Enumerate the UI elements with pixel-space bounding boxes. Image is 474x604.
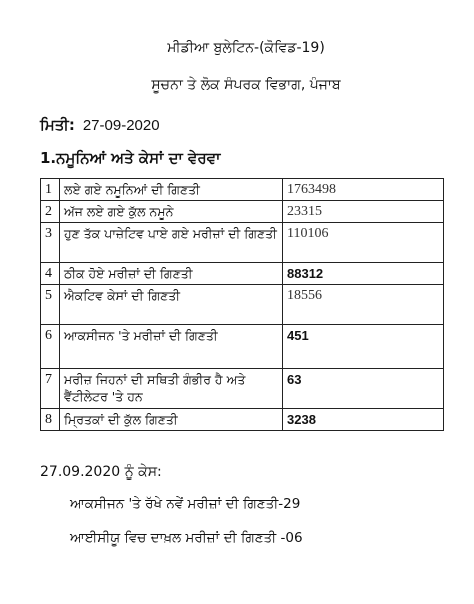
row-label: ਐਕਟਿਵ ਕੇਸਾਂ ਦੀ ਗਿਣਤੀ <box>60 285 283 325</box>
row-label: ਲਏ ਗਏ ਨਮੂਨਿਆਂ ਦੀ ਗਿਣਤੀ <box>60 179 283 201</box>
new-oxygen-patients: ਆਕਸੀਜਨ 'ਤੇ ਰੱਖੇ ਨਵੇਂ ਮਰੀਜ਼ਾਂ ਦੀ ਗਿਣਤੀ-29 <box>70 496 301 512</box>
row-label: ਠੀਕ ਹੋਏ ਮਰੀਜ਼ਾਂ ਦੀ ਗਿਣਤੀ <box>60 263 283 285</box>
table-row <box>41 325 444 369</box>
table-row <box>41 285 444 325</box>
row-number: 2 <box>41 201 60 223</box>
table-row <box>41 223 444 263</box>
row-value: 18556 <box>283 285 444 325</box>
row-number: 3 <box>41 223 60 263</box>
row-number: 1 <box>41 179 60 201</box>
row-number: 4 <box>41 263 60 285</box>
row-value: 1763498 <box>283 179 444 201</box>
footer-date-line: 27.09.2020 ਨੂੰ ਕੇਸ: <box>40 464 162 480</box>
row-value: 63 <box>283 369 444 409</box>
row-label: ਮ੍ਰਿਤਕਾਂ ਦੀ ਕੁੱਲ ਗਿਣਤੀ <box>60 409 283 431</box>
icu-admitted-patients: ਆਈਸੀਯੂ ਵਿਚ ਦਾਖ਼ਲ ਮਰੀਜ਼ਾਂ ਦੀ ਗਿਣਤੀ -06 <box>70 530 303 546</box>
row-number: 8 <box>41 409 60 431</box>
table-row <box>41 263 444 285</box>
row-value: 110106 <box>283 223 444 263</box>
row-label: ਅੱਜ ਲਏ ਗਏ ਕੁੱਲ ਨਮੂਨੇ <box>60 201 283 223</box>
row-value: 451 <box>283 325 444 369</box>
bulletin-title: ਮੀਡੀਆ ਬੁਲੇਟਿਨ-(ਕੋਵਿਡ-19) <box>167 40 325 56</box>
row-number: 5 <box>41 285 60 325</box>
table-row <box>41 179 444 201</box>
row-number: 6 <box>41 325 60 369</box>
date-line <box>40 116 160 134</box>
row-value: 3238 <box>283 409 444 431</box>
row-number: 7 <box>41 369 60 409</box>
section-title: 1.ਨਮੂਨਿਆਂ ਅਤੇ ਕੇਸਾਂ ਦਾ ਵੇਰਵਾ <box>40 149 221 167</box>
stats-table <box>40 178 444 431</box>
row-value: 23315 <box>283 201 444 223</box>
date-label: ਮਿਤੀ: <box>40 116 75 134</box>
table-row <box>41 369 444 409</box>
date-value: 27-09-2020 <box>82 117 160 134</box>
table-row <box>41 409 444 431</box>
row-label: ਆਕਸੀਜਨ 'ਤੇ ਮਰੀਜ਼ਾਂ ਦੀ ਗਿਣਤੀ <box>60 325 283 369</box>
department-name: ਸੂਚਨਾ ਤੇ ਲੋਕ ਸੰਪਰਕ ਵਿਭਾਗ, ਪੰਜਾਬ <box>151 77 341 93</box>
table-row <box>41 201 444 223</box>
row-label: ਹੁਣ ਤੱਕ ਪਾਜ਼ੇਟਿਵ ਪਾਏ ਗਏ ਮਰੀਜ਼ਾਂ ਦੀ ਗਿਣਤੀ <box>60 223 283 263</box>
row-value: 88312 <box>283 263 444 285</box>
row-label: ਮਰੀਜ਼ ਜਿਹਨਾਂ ਦੀ ਸਥਿਤੀ ਗੰਭੀਰ ਹੈ ਅਤੇ ਵੈਂਟੀਲੇਟਰ 'ਤੇ ਹਨ <box>60 369 283 409</box>
